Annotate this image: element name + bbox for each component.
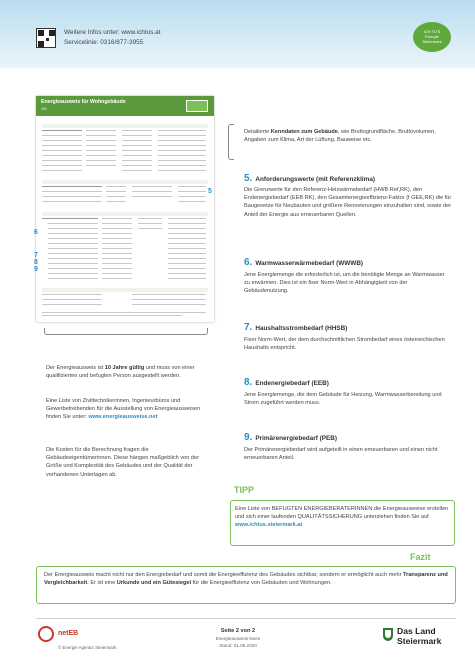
- section-7-heading: 7. Haushaltsstrombedarf (HHSB): [244, 322, 348, 333]
- fazit-heading: Fazit: [410, 552, 431, 562]
- section-7-text: Fixer Norm-Wert, der dem durchschnittlichen Strombedarf eines österreichischen Haushalts entspricht.: [244, 337, 445, 352]
- netbe-logo-icon: [38, 626, 54, 642]
- section-5-heading: 5. Anforderungswerte (mit Referenzklima): [244, 173, 376, 184]
- header-service-line: Servicelinie: 0316/877-3955: [64, 39, 144, 46]
- section-6-text: Jene Energiemenge die erforderlich ist, um die benötigte Menge an Warmwasser zu erwärmen. Dies ist ein fixer Norm-Wert in Abhängigkeit von der Gebäudenutzung.: [244, 272, 445, 295]
- issuer-list-paragraph: Eine Liste von Ziviltechnikerinnen, Ingenieurbüros und Gewerbetreibenden für die Ausstellung von Energieausweisen finden Sie unter: www.energieausweise.net: [46, 398, 201, 421]
- section-9-heading: 9. Primärenergiebedarf (PEB): [244, 432, 338, 443]
- section-8-text: Jene Energiemenge, die dem Gebäude für Heizung, Warmwasserbereitung und Strom zugeführt werden muss.: [244, 392, 442, 407]
- bracket-bottom: [44, 328, 208, 335]
- marker-7: 7: [34, 252, 38, 259]
- section-5-text: Die Grenzwerte für den Referenz-Heizwärmebedarf (HWB Ref,RK), den Endenergiebedarf (EEB RK), den Gesamtenergieeffizienz-Faktor (f GEE,RK) die für Baugesetze für Neubauten und größere Renovierungen einzuhalten sind, sowie der Anteil der Energie aus erneuerbaren Quellen.: [244, 187, 452, 218]
- fazit-text: Der Energieausweis macht nicht nur den Energiebedarf und somit die Energieeffizienz des Gebäudes sichtbar, sondern er ermöglicht auch mehr Transparenz und Vergleichbarkeit. Er ist eine Urkunde und ein Gütesiegel für die Energieeffizienz von Gebäuden und Wohnungen.: [44, 572, 448, 587]
- certificate-badge: [186, 100, 208, 112]
- marker-6: 6: [34, 229, 38, 236]
- certificate-subtitle: OIB: [41, 107, 47, 111]
- section-8-heading: 8. Endenergiebedarf (EEB): [244, 377, 329, 388]
- building-data-intro: Detailierte Kenndaten zum Gebäude, wie Bruttogrundfläche, Bruttovolumen, Angaben zum Klima, Art der Lüftung, Bauweise etc.: [244, 129, 436, 144]
- marker-8: 8: [34, 259, 38, 266]
- netbe-logo: netEB: [58, 630, 79, 637]
- tipp-heading: TIPP: [234, 485, 255, 495]
- footer-divider: [36, 618, 456, 619]
- ichtus-steiermark-link[interactable]: www.ichtus.steiermark.at: [235, 522, 303, 529]
- page-number: Seite 2 von 2: [220, 628, 256, 634]
- certificate-title: Energieausweis für Wohngebäude: [41, 99, 126, 105]
- land-logo-line1: Das Land: [397, 626, 436, 636]
- land-logo-line2: Steiermark: [397, 636, 442, 646]
- marker-5: 5: [208, 188, 212, 195]
- steiermark-crest-icon: [383, 628, 393, 641]
- energy-certificate-image: [36, 96, 214, 322]
- document-date: Stand: 01.06.2020: [219, 643, 257, 648]
- header-info-link[interactable]: Weitere Infos unter: www.ichtus.at: [64, 29, 161, 36]
- bracket-right: [228, 124, 234, 160]
- validity-paragraph: Der Energieausweis ist 10 Jahre gültig und muss von einer qualifizierten und befugten Person ausgestellt werden.: [46, 365, 195, 380]
- tipp-text: Eine Liste von BEFUGTEN ENERGIEBERATERINNEN die Energieausweise erstellen und sich einer laufenden QUALITÄTSSICHERUNG unterziehen finden Sie auf www.ichtus.steiermark.at: [235, 506, 449, 529]
- section-6-heading: 6. Warmwasserwärmebedarf (WWWB): [244, 257, 364, 268]
- document-name: Energieausweis lesen: [215, 636, 261, 641]
- ichtus-logo: ICH TU'S Energie Steiermark: [413, 22, 451, 52]
- energieausweise-link[interactable]: www.energieausweise.net: [88, 414, 158, 421]
- section-9-text: Der Primärenergiebedarf wird aufgeteilt in einen erneuerbaren und einen nicht erneuerbaren Anteil.: [244, 447, 438, 462]
- footer-agency: © Energie Agentur Steiermark: [58, 645, 117, 650]
- marker-9: 9: [34, 266, 38, 273]
- cost-paragraph: Die Kosten für die Berechnung fragen die Gebäudeeigentümerinnen. Diese hängen maßgeblich von der Größe und Komplexität des Gebäudes und der Qualität der vorhandenen Unterlagen ab.: [46, 447, 199, 478]
- qr-code-icon[interactable]: [36, 28, 56, 48]
